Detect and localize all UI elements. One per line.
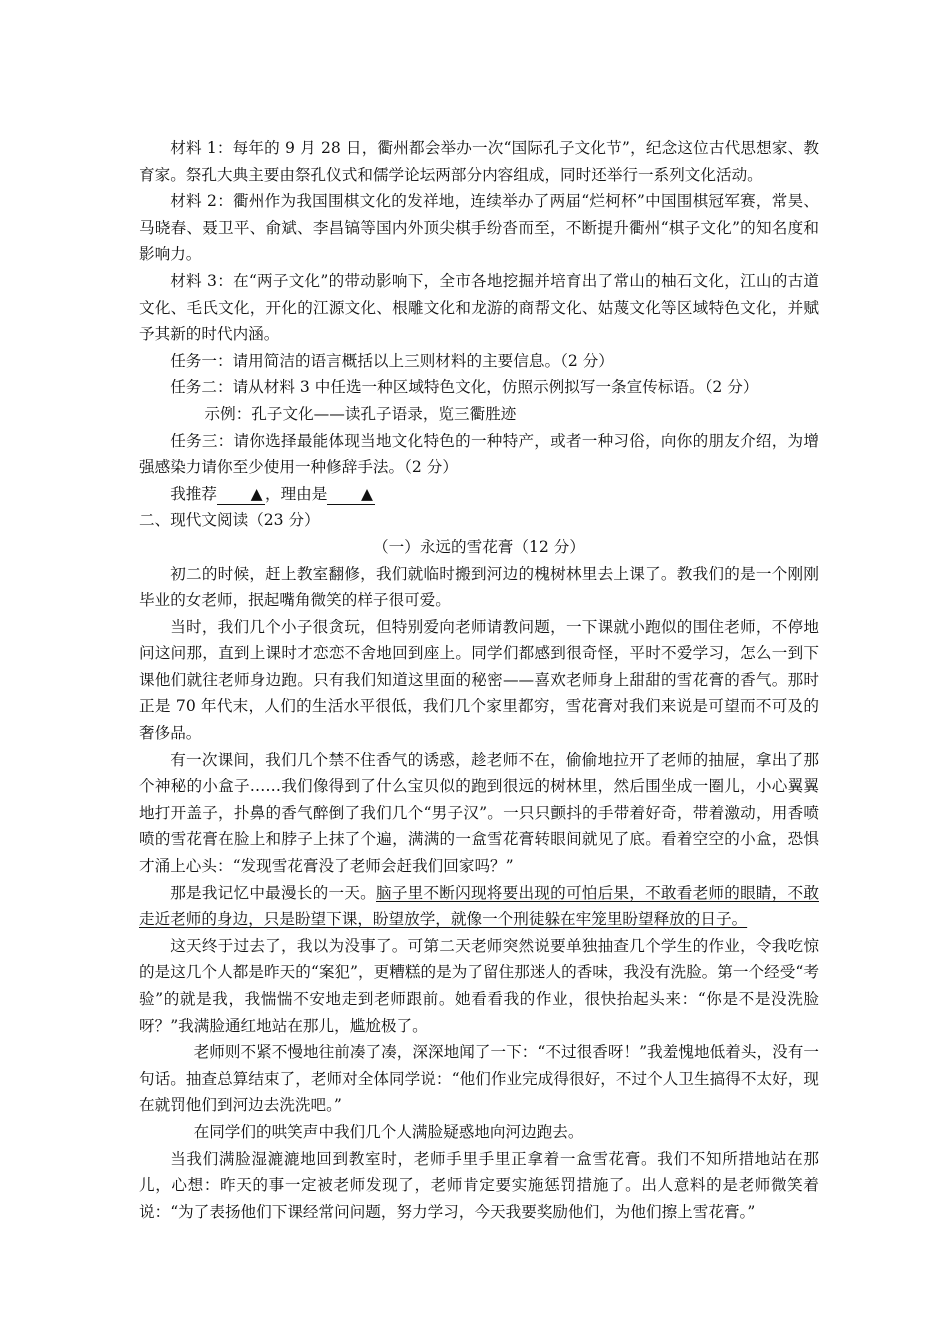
task-2: 任务二：请从材料 3 中任选一种区域特色文化，仿照示例拟写一条宣传标语。（2 分） bbox=[170, 378, 759, 397]
article-title: （一）永远的雪花膏（12 分） bbox=[373, 537, 585, 556]
recommend-prefix: 我推荐 bbox=[170, 484, 217, 503]
article-paragraph: 初二的时候，赶上教室翻修，我们就临时搬到河边的槐树林里去上课了。教我们的是一个刚刚毕业的女老师，抿起嘴角微笑的样子很可爱。 bbox=[139, 564, 819, 610]
article-paragraph-last: 当我们满脸湿漉漉地回到教室时，老师手里手里正拿着一盒雪花膏。我们不知所措地站在那儿，心想：昨天的事一定被老师发现了，老师肯定要实施惩罚措施了。出人意料的是老师微笑着说：“为了表扬他们下课经常问问题，努力学习，今天我要奖励他们，为他们擦上雪花膏。” bbox=[139, 1149, 819, 1221]
material-2: 材料 2：衢州作为我国围棋文化的发祥地，连续举办了两届“烂柯杯”中国围棋冠军赛，常昊、马晓春、聂卫平、俞斌、李昌镐等国内外顶尖棋手纷沓而至，不断提升衢州“棋子文化”的知名度和影响力。 bbox=[139, 192, 819, 264]
article-paragraph-memory bbox=[139, 880, 819, 933]
underlined-sentence: 脑子里不断闪现将要出现的可怕后果，不敢看老师的眼睛，不敢走近老师的身边，只是盼望下课，盼望放学，就像一个刑徒躲在牢笼里盼望释放的日子。 bbox=[139, 883, 819, 929]
material-3: 材料 3：在“两子文化”的带动影响下，全市各地挖掘并培育出了常山的柚石文化，江山的古道文化、毛氏文化，开化的江源文化、根雕文化和龙游的商帮文化、姑蔑文化等区域特色文化，并赋予其新的时代内涵。 bbox=[139, 271, 819, 344]
recommend-middle: ，理由是 bbox=[264, 484, 328, 503]
exam-page bbox=[139, 135, 819, 1225]
answer-blank-1[interactable]: ▲ bbox=[217, 484, 265, 505]
article-paragraph-laugh: 在同学们的哄笑声中我们几个人满脸疑惑地向河边跑去。 bbox=[193, 1122, 584, 1141]
material-1: 材料 1：每年的 9 月 28 日，衢州都会举办一次“国际孔子文化节”，纪念这位古代思想家、教育家。祭孔大典主要由祭孔仪式和儒学论坛两部分内容组成，同时还举行一系列文化活动。 bbox=[139, 139, 819, 184]
article-paragraph: 这天终于过去了，我以为没事了。可第二天老师突然说要单独抽查几个学生的作业，令我吃惊的是这几个人都是昨天的“案犯”，更糟糕的是为了留住那迷人的香味，我没有洗脸。第一个经受“考验”的就是我，我惴惴不安地走到老师跟前。她看看我的作业，很快抬起头来：“你是不是没洗脸呀？”我满脸通红地站在那儿，尴尬极了。 bbox=[139, 936, 819, 1035]
recommend-line bbox=[139, 481, 819, 508]
memory-plain-text: 那是我记忆中最漫长的一天。 bbox=[170, 883, 376, 902]
article-paragraph: 有一次课间，我们几个禁不住香气的诱惑，趁老师不在，偷偷地拉开了老师的抽屉，拿出了那个神秘的小盒子……我们像得到了什么宝贝似的跑到很远的树林里，然后围坐成一圈儿，小心翼翼地打开盖子，扑鼻的香气醉倒了我们几个“男子汉”。一只只颤抖的手带着好奇，带着激动，用香喷喷的雪花膏在脸上和脖子上抹了个遍，满满的一盒雪花膏转眼间就见了底。看着空空的小盒，恐惧才涌上心头：“发现雪花膏没了老师会赶我们回家吗？” bbox=[139, 750, 819, 876]
article-paragraph: 当时，我们几个小子很贪玩，但特别爱向老师请教问题，一下课就小跑似的围住老师，不停地问这问那，直到上课时才恋恋不舍地回到座上。同学们都感到很奇怪，平时不爱学习，怎么一到下课他们就往老师身边跑。只有我们知道这里面的秘密——喜欢老师身上甜甜的雪花膏的香气。那时正是 70 年代末，人们的生活水平很低，我们几个家里都穷，雪花膏对我们来说是可望而不可及的奢侈品。 bbox=[139, 617, 819, 743]
article-paragraph-teacher: 老师则不紧不慢地往前凑了凑，深深地闻了一下：“不过很香呀！”我羞愧地低着头，没有一句话。抽查总算结束了，老师对全体同学说：“他们作业完成得很好，不过个人卫生搞得不太好，现在就罚他们到河边去洗洗吧。” bbox=[139, 1043, 819, 1115]
task-1: 任务一：请用简洁的语言概括以上三则材料的主要信息。（2 分） bbox=[170, 351, 614, 370]
task-2-example: 示例：孔子文化——读孔子语录，览三衢胜迹 bbox=[204, 404, 517, 423]
answer-blank-2[interactable]: ▲ bbox=[327, 484, 375, 505]
section-heading: 二、现代文阅读（23 分） bbox=[139, 511, 320, 530]
task-3: 任务三：请你选择最能体现当地文化特色的一种特产，或者一种习俗，向你的朋友介绍，为增强感染力请你至少使用一种修辞手法。（2 分） bbox=[139, 431, 819, 477]
